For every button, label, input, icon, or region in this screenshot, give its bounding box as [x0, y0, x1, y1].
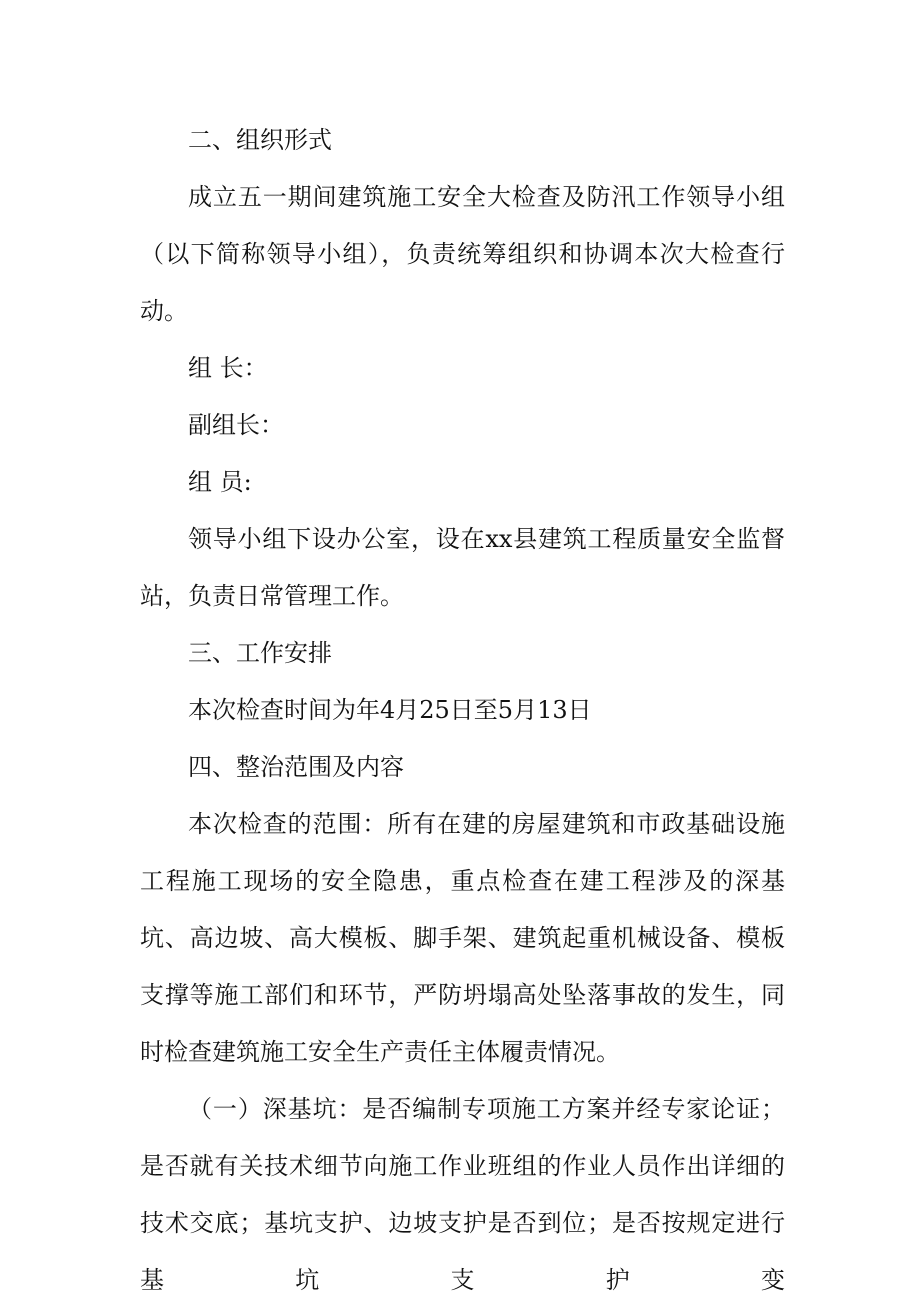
paragraph-inspection-scope: 本次检查的范围：所有在建的房屋建筑和市政基础设施工程施工现场的安全隐患，重点检查在建工程涉及的深基坑、高边坡、高大模板、脚手架、建筑起重机械设备、模板支撑等施工部们和环节，严防坍塌高处坠落事故的发生，同时检查建筑施工安全生产责任主体履责情况。	[140, 810, 785, 1066]
paragraph-office: 领导小组下设办公室，设在xx县建筑工程质量安全监督站，负责日常管理工作。	[140, 525, 785, 610]
section-heading-scope: 四、整治范围及内容	[188, 753, 404, 781]
paragraph-inspection-time: 本次检查时间为年4月25日至5月13日	[188, 696, 592, 724]
paragraph-deputy-leader: 副组长：	[188, 411, 284, 439]
paragraph-members: 组 员:	[188, 468, 252, 496]
section-heading-organization: 二、组织形式	[188, 126, 332, 154]
paragraph-leading-group: 成立五一期间建筑施工安全大检查及防汛工作领导小组（以下简称领导小组），负责统筹组织和协调本次大检查行动。	[140, 183, 785, 325]
paragraph-group-leader: 组 长：	[188, 354, 268, 382]
document-body	[140, 112, 785, 1309]
paragraph-deep-foundation-pit: （一）深基坑：是否编制专项施工方案并经专家论证；是否就有关技术细节向施工作业班组的作业人员作出详细的技术交底；基坑支护、边坡支护是否到位；是否按规定进行基坑支护变	[140, 1095, 785, 1294]
section-heading-arrangement: 三、工作安排	[188, 639, 332, 667]
